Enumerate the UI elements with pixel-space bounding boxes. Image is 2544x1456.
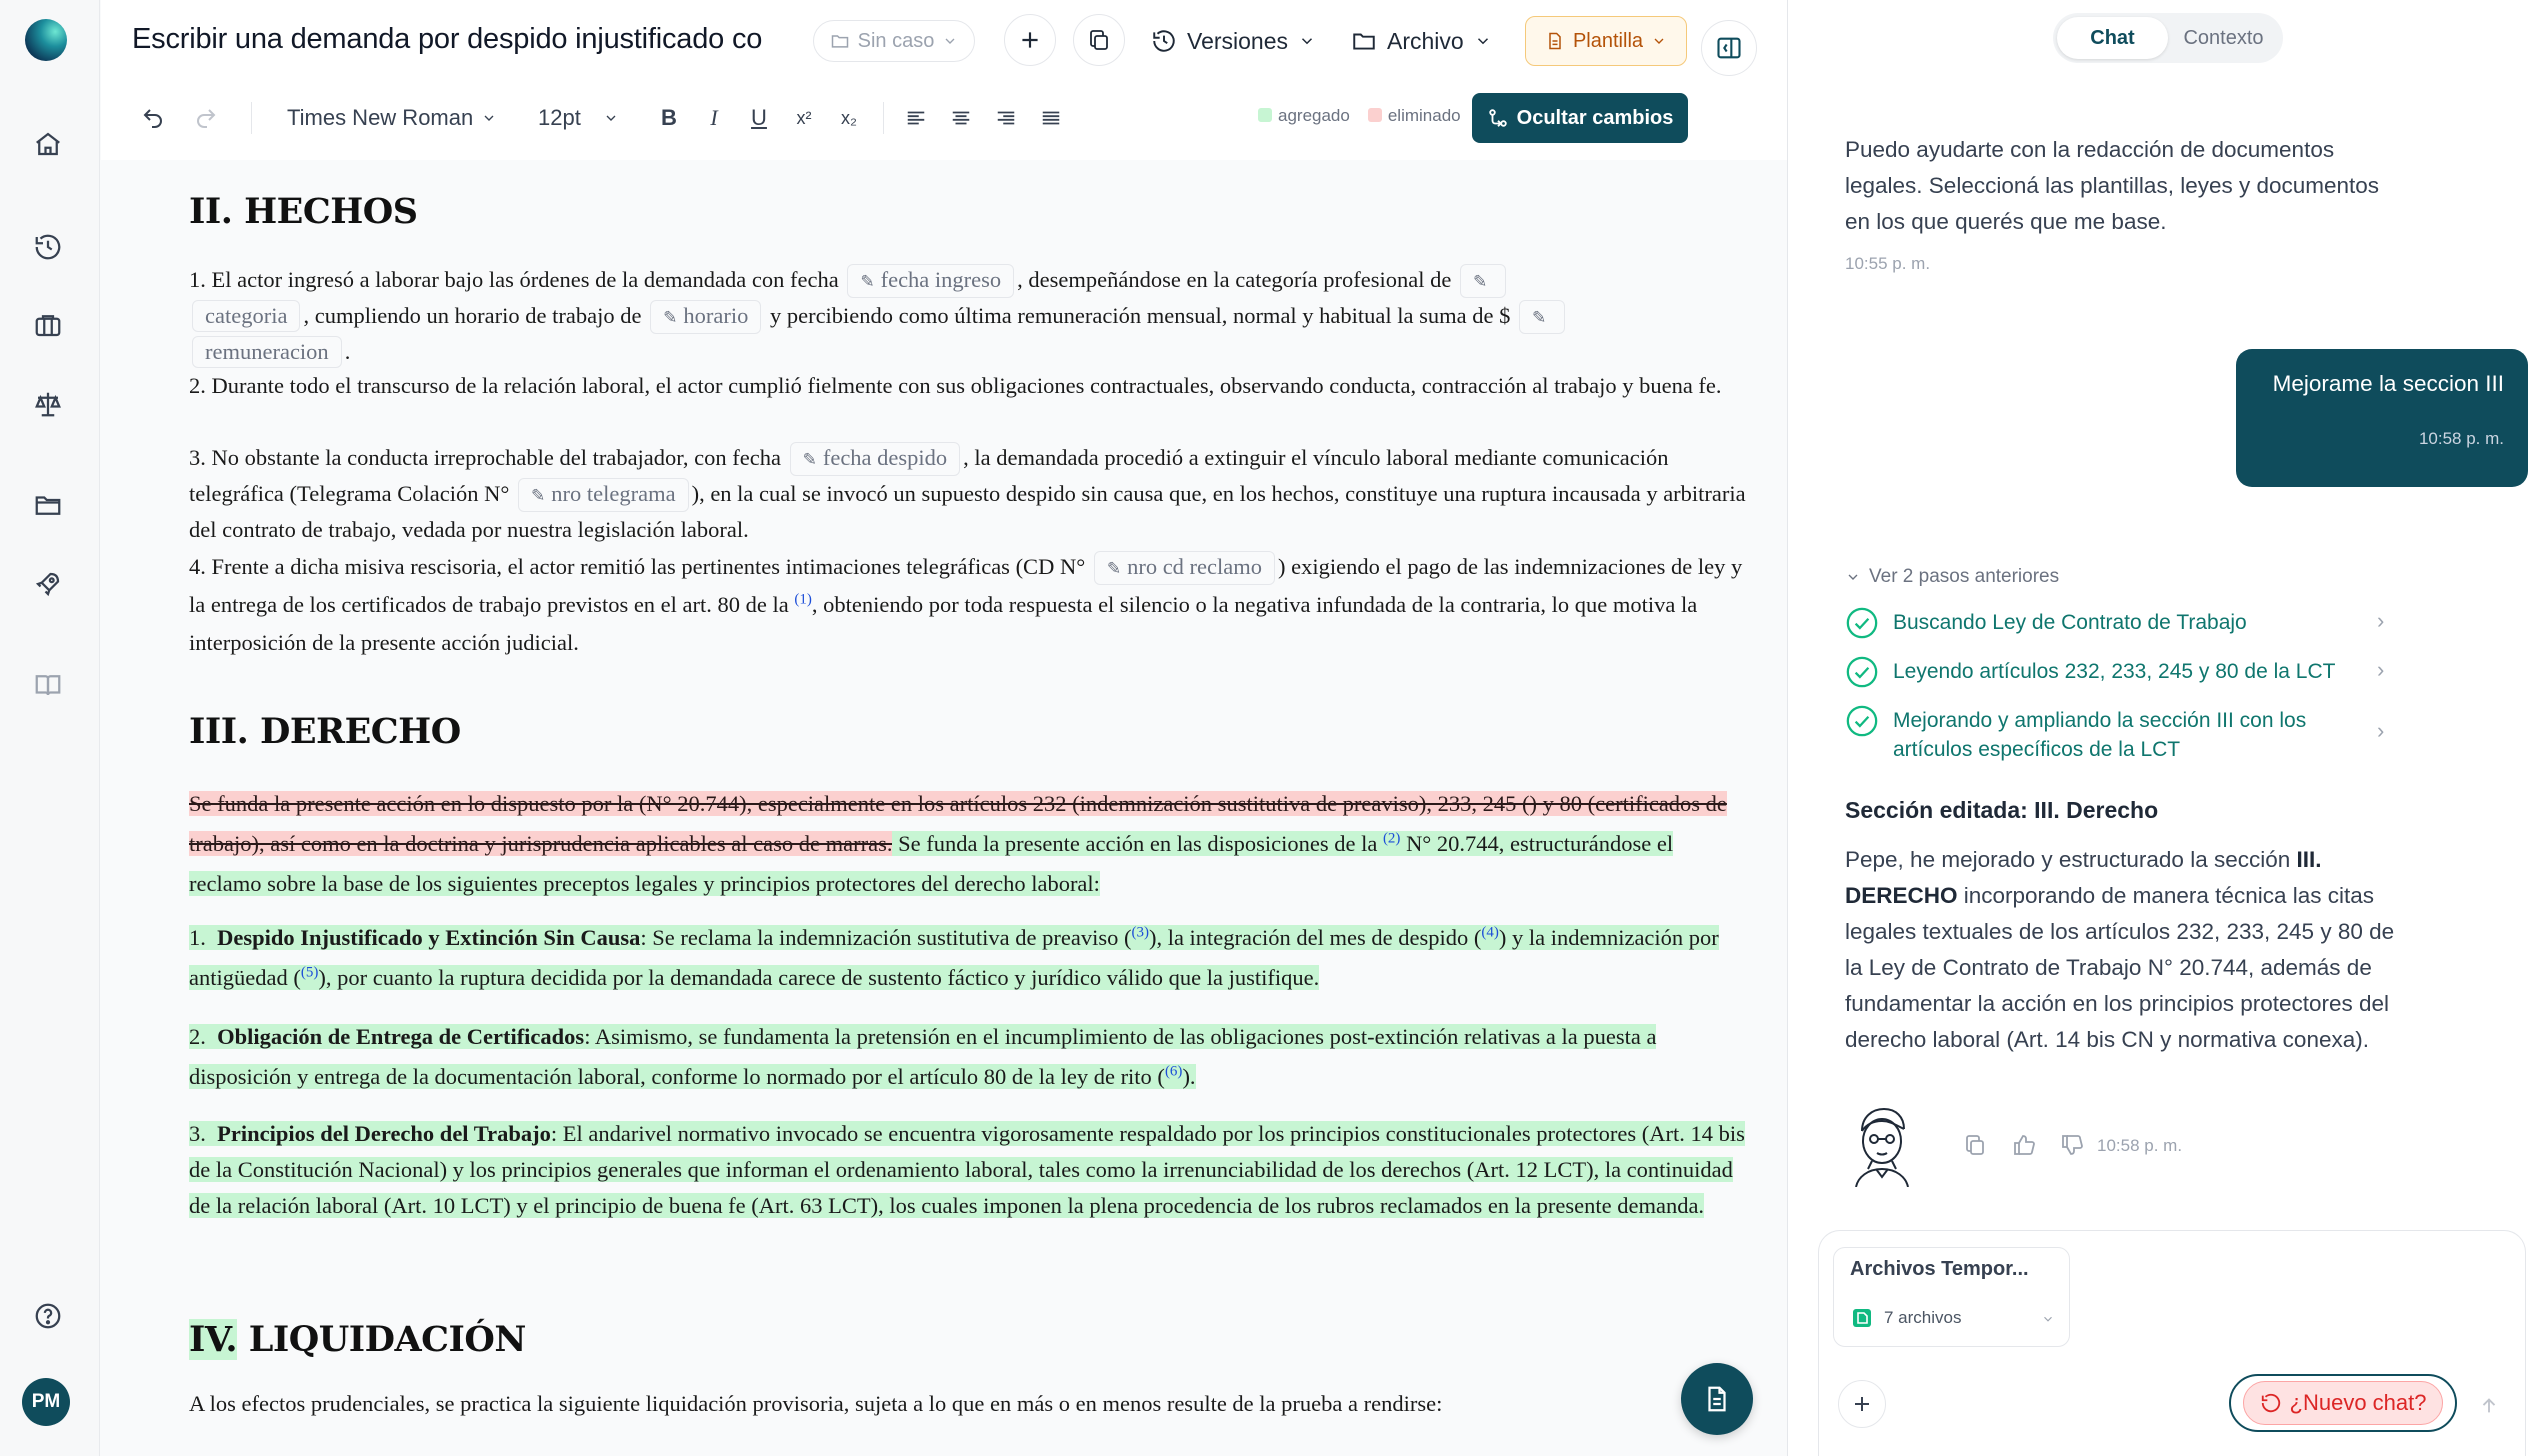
item-number: 3. — [189, 1121, 206, 1146]
text: ), en la cual se invocó un supuesto despido sin causa que, en los hechos, constituye una ruptura incausada y arbitraria del contrato de trabajo, vedada por nuestra legislación laboral. — [189, 481, 1746, 542]
copy-button[interactable] — [1073, 14, 1125, 66]
placeholder-nro-cd-reclamo[interactable] — [1094, 551, 1275, 585]
editor-header — [101, 0, 1787, 160]
copy-message-button[interactable] — [1963, 1133, 1987, 1157]
thumbs-down-button[interactable] — [2060, 1133, 2084, 1157]
align-center-icon — [950, 107, 972, 129]
chat-panel — [1787, 0, 2544, 1456]
send-button[interactable] — [2471, 1388, 2507, 1424]
step-label: Leyendo artículos 232, 233, 245 y 80 de la LCT — [1893, 660, 2336, 683]
removed-swatch — [1368, 108, 1382, 122]
footnote-ref[interactable]: (3) — [1131, 924, 1149, 941]
hide-changes-label: Ocultar cambios — [1516, 106, 1674, 129]
placeholder-remuneracion-edit[interactable] — [1519, 300, 1565, 334]
thumbs-down-icon — [2060, 1133, 2084, 1157]
sidebar-panel-icon — [1715, 34, 1743, 62]
align-justify-icon — [1040, 107, 1062, 129]
edit-icon: ✎ — [663, 308, 678, 327]
versions-label: Versiones — [1187, 27, 1289, 54]
attach-button[interactable] — [1838, 1380, 1886, 1428]
deleted-text: Se funda la presente acción en lo dispuesto por la (N° 20.744), especialmente en los artículos 232 (indemnización sustitutiva de preaviso), 233, 245 () y 80 (certificados de trabajo), así como en la doctrina y jurisprudencia aplicables al caso de marras. — [189, 791, 1727, 856]
copy-icon — [1087, 28, 1111, 52]
added-text — [189, 925, 1719, 990]
bold-button[interactable] — [654, 100, 684, 136]
document-outline-button[interactable] — [1681, 1363, 1753, 1435]
chevron-down-icon — [1845, 569, 1861, 585]
underline-button[interactable] — [744, 100, 774, 136]
text: : El andarivel normativo invocado se encuentra vigorosamente respaldado por los principios constitucionales protectores (Art. 14 bis de la Constitución Nacional) y los principios generales que informan el ordenamiento laboral, tales como la irrenunciabilidad de los derechos (Art. 12 LCT), la continuidad de la relación laboral (Art. 10 LCT) y el principio de buena fe (Art. 63 LCT), los cuales imponen la plena procedencia de los rubros reclamados en la presente demanda. — [189, 1121, 1745, 1218]
text: 1. El actor ingresó a laborar bajo las órdenes de la demandada con fecha — [189, 267, 839, 292]
history-icon[interactable] — [27, 226, 69, 268]
folder-icon — [830, 31, 850, 51]
edit-icon: ✎ — [1532, 308, 1547, 327]
align-justify-button[interactable] — [1036, 100, 1066, 136]
paragraph-derecho-item-2 — [189, 1017, 1749, 1097]
legend-added — [1258, 106, 1350, 126]
text: , obteniendo por toda respuesta el silencio o la negativa infundada de la contraria, lo que motiva la interposición de la presente acción judicial. — [189, 592, 1698, 655]
user-avatar[interactable]: PM — [22, 1378, 70, 1426]
paragraph-derecho-item-1 — [189, 918, 1749, 998]
add-button[interactable] — [1004, 14, 1056, 66]
text: ), la integración del mes de despido ( — [1148, 925, 1482, 950]
user-message-text: Mejorame la seccion III — [2272, 371, 2504, 396]
footnote-ref[interactable]: (1) — [794, 591, 812, 608]
chevron-down-icon — [1651, 33, 1667, 49]
text: . — [344, 339, 351, 364]
align-right-button[interactable] — [991, 100, 1021, 136]
files-count: 7 archivos — [1884, 1308, 1962, 1327]
footnote-ref[interactable]: (5) — [300, 964, 319, 981]
sidebar-rail — [0, 0, 100, 1456]
paragraph-derecho-intro — [189, 784, 1749, 904]
step-label: Buscando Ley de Contrato de Trabajo — [1893, 611, 2247, 634]
placeholder-label: remuneracion — [205, 339, 329, 364]
placeholder-label: categoria — [205, 303, 288, 328]
align-right-icon — [995, 107, 1017, 129]
text: , cumpliendo un horario de trabajo de — [303, 303, 642, 328]
align-left-button[interactable] — [901, 100, 931, 136]
paragraph-derecho-item-3 — [189, 1116, 1749, 1224]
template-label: Plantilla — [1572, 29, 1644, 52]
item-label: Despido Injustificado y Extinción Sin Causa — [217, 925, 641, 950]
font-family-select[interactable] — [287, 100, 497, 136]
footnote-ref[interactable]: (6) — [1164, 1063, 1183, 1080]
toggle-panel-button[interactable] — [1701, 20, 1757, 76]
arrow-up-icon — [2478, 1395, 2500, 1417]
placeholder-categoria-edit[interactable] — [1460, 264, 1506, 298]
rocket-icon[interactable] — [27, 563, 69, 605]
text: 4. Frente a dicha misiva rescisoria, el actor remitió las pertinentes intimaciones telegráficas (CD N° — [189, 554, 1086, 579]
redo-icon — [194, 106, 218, 130]
chat-tabs — [2053, 13, 2283, 63]
section-title-hechos: II. HECHOS — [189, 191, 418, 232]
copy-icon — [1963, 1133, 1987, 1157]
message-time: 10:58 p. m. — [2097, 1136, 2183, 1155]
edit-icon: ✎ — [802, 450, 817, 469]
folder-icon[interactable] — [27, 484, 69, 526]
placeholder-fecha-ingreso[interactable] — [847, 264, 1014, 298]
paragraph-hechos-4 — [189, 548, 1749, 662]
underline-icon: U — [751, 105, 767, 130]
assistant-intro-message: Puedo ayudarte con la redacción de documentos legales. Seleccioná las plantillas, leyes y documentos en los que querés que me base. — [1845, 137, 2380, 234]
toolbar-divider — [251, 102, 252, 134]
check-circle-icon — [1845, 606, 1879, 640]
bold-text: III. DERECHO — [1845, 847, 2322, 908]
added-swatch — [1258, 108, 1272, 122]
previous-steps-label: Ver 2 pasos anteriores — [1869, 566, 2060, 587]
added-text — [189, 1121, 1745, 1218]
chevron-right-icon: › — [2377, 718, 2385, 743]
file-label: Archivo — [1387, 27, 1464, 54]
added-text — [189, 1024, 1656, 1089]
previous-steps-toggle[interactable] — [1845, 566, 2059, 588]
legend-removed — [1368, 106, 1461, 126]
text: ) exigiendo el pago de las indemnizaciones de ley y la entrega de los certificados de trabajo previstos en el art. 80 de la — [189, 554, 1743, 617]
case-selector[interactable] — [813, 20, 975, 62]
chevron-down-icon — [603, 110, 619, 126]
text: Se funda la presente acción en las disposiciones de la — [898, 831, 1378, 856]
italic-button[interactable] — [699, 100, 729, 136]
message-time: 10:55 p. m. — [1845, 254, 1931, 273]
placeholder-horario[interactable] — [650, 300, 761, 334]
subscript-icon: x₂ — [841, 107, 857, 128]
chevron-down-icon — [1298, 32, 1316, 50]
plus-icon — [1017, 27, 1043, 53]
placeholder-nro-telegrama[interactable] — [518, 478, 689, 512]
briefcase-icon[interactable] — [27, 304, 69, 346]
align-center-button[interactable] — [946, 100, 976, 136]
new-chat-pill — [2243, 1381, 2444, 1425]
text: , desempeñándose en la categoría profesional de — [1017, 267, 1452, 292]
placeholder-label: nro cd reclamo — [1127, 554, 1263, 579]
versions-menu[interactable] — [1151, 22, 1316, 60]
tab-context[interactable]: Contexto — [2183, 26, 2264, 49]
help-icon[interactable] — [27, 1295, 69, 1337]
assistant-reply — [1845, 842, 2405, 1058]
step-item[interactable] — [1845, 704, 2375, 764]
thumbs-up-button[interactable] — [2012, 1133, 2036, 1157]
placeholder-fecha-despido[interactable] — [790, 442, 961, 476]
plus-icon — [1850, 1392, 1874, 1416]
message-time: 10:58 p. m. — [2418, 429, 2504, 448]
superscript-icon: x² — [796, 107, 812, 128]
changes-legend — [1258, 106, 1461, 126]
subscript-button[interactable] — [834, 100, 864, 136]
step-label: Mejorando y ampliando la sección III con los artículos específicos de la LCT — [1893, 709, 2307, 761]
app-logo[interactable] — [25, 19, 67, 61]
align-left-icon — [905, 107, 927, 129]
document-icon — [1702, 1384, 1732, 1414]
check-circle-icon — [1845, 655, 1879, 689]
refresh-icon — [2260, 1392, 2282, 1414]
text: : Asimismo, se fundamenta la pretensión en el incumplimiento de las obligaciones post-extinción relativas a la puesta a disposición y entrega de la documentación laboral, conforme lo normado por el artículo 80 de la ley de rito ( — [189, 1024, 1657, 1089]
text: y percibiendo como última remuneración mensual, normal y habitual la suma de $ — [769, 303, 1511, 328]
placeholder-remuneracion[interactable] — [192, 336, 342, 368]
case-label: Sin caso — [857, 29, 935, 52]
files-title: Archivos Tempor... — [1850, 1258, 2029, 1280]
font-size-value: 12pt — [538, 105, 581, 130]
placeholder-label: fecha despido — [822, 445, 948, 470]
font-family-value: Times New Roman — [287, 105, 474, 130]
undo-icon — [141, 106, 165, 130]
item-label: Principios del Derecho del Trabajo — [217, 1121, 551, 1146]
check-circle-icon — [1845, 704, 1879, 738]
item-label: Obligación de Entrega de Certificados — [217, 1024, 585, 1049]
text: Pepe, he mejorado y estructurado la sección — [1845, 847, 2297, 872]
hide-changes-button[interactable] — [1472, 93, 1688, 143]
chevron-down-icon — [2041, 1312, 2055, 1326]
chevron-down-icon — [481, 110, 497, 126]
file-menu[interactable] — [1351, 22, 1492, 60]
placeholder-label: horario — [683, 303, 749, 328]
document-title[interactable]: Escribir una demanda por despido injustificado co — [132, 23, 763, 55]
bold-icon: B — [661, 105, 677, 130]
temporary-files-card[interactable] — [1833, 1247, 2070, 1347]
home-icon[interactable] — [27, 123, 69, 165]
thumbs-up-icon — [2012, 1133, 2036, 1157]
placeholder-label: fecha ingreso — [880, 267, 1002, 292]
edit-icon: ✎ — [1473, 272, 1488, 291]
undo-button[interactable] — [135, 100, 171, 136]
text: : Se reclama la indemnización sustitutiva de preaviso ( — [640, 925, 1132, 950]
user-message — [2236, 349, 2528, 487]
folder-icon — [1351, 28, 1377, 54]
edited-section-heading: Sección editada: III. Derecho — [1845, 797, 2159, 823]
step-item[interactable] — [1845, 655, 2335, 689]
document-icon — [1545, 31, 1565, 51]
text: ), por cuanto la ruptura decidida por la demandada carece de sustento fáctico y jurídico válido que la justifique. — [318, 965, 1320, 990]
footnote-ref[interactable]: (2) — [1382, 830, 1401, 847]
item-number: 2. — [189, 1024, 206, 1049]
history-icon — [1151, 28, 1177, 54]
step-item[interactable] — [1845, 606, 2247, 640]
edit-icon: ✎ — [531, 486, 546, 505]
editor-area — [101, 0, 1787, 1456]
item-number: 1. — [189, 925, 206, 950]
placeholder-label: nro telegrama — [551, 481, 676, 506]
text: incorporando de manera técnica las citas legales textuales de los artículos 232, 233, 245 y 80 de la Ley de Contrato de Trabajo N° 20.744, además de fundamentar la acción en los principios protectores del derecho laboral (Art. 14 bis CN y normativa conexa). — [1845, 883, 2395, 1052]
toolbar-divider — [883, 102, 884, 134]
placeholder-categoria[interactable] — [192, 300, 300, 332]
legend-added-label: agregado — [1278, 106, 1350, 125]
chevron-down-icon — [1474, 32, 1492, 50]
file-icon — [1850, 1306, 1874, 1330]
text: ) y la indemnización por antigüedad ( — [189, 925, 1719, 990]
book-icon[interactable] — [27, 664, 69, 706]
text: N° 20.744, estructurándose el reclamo sobre la base de los siguientes preceptos legales y principios protectores del derecho laboral: — [189, 831, 1674, 896]
legend-removed-label: eliminado — [1387, 106, 1461, 125]
chevron-right-icon: › — [2377, 608, 2385, 633]
paragraph-hechos-2: 2. Durante todo el transcurso de la relación laboral, el actor cumplió fielmente con sus obligaciones contractuales, observando conducta, contracción al trabajo y buena fe. — [189, 373, 1722, 398]
edit-icon: ✎ — [1106, 559, 1122, 578]
font-size-select[interactable] — [538, 100, 619, 136]
section-name: LIQUIDACIÓN — [248, 1319, 526, 1360]
scales-icon[interactable] — [27, 383, 69, 425]
new-chat-label: ¿Nuevo chat? — [2289, 1390, 2427, 1415]
edit-icon: ✎ — [860, 272, 875, 291]
section-title-liquidacion — [189, 1319, 526, 1360]
section-number: IV. — [189, 1319, 238, 1360]
assistant-avatar — [1846, 1103, 1918, 1187]
template-button[interactable] — [1525, 16, 1687, 66]
footnote-ref[interactable]: (4) — [1481, 924, 1499, 941]
text: ). — [1182, 1064, 1196, 1089]
paragraph-liquidacion-intro: A los efectos prudenciales, se practica la siguiente liquidación provisoria, sujeta a lo que en más o en menos resulte de la prueba a rendirse: — [189, 1391, 1443, 1416]
new-chat-button[interactable] — [2229, 1374, 2457, 1432]
tab-chat[interactable]: Chat — [2057, 17, 2168, 59]
section-title-derecho: III. DERECHO — [189, 711, 461, 752]
superscript-button[interactable] — [789, 100, 819, 136]
text: , la demandada procedió a extinguir el vínculo laboral mediante comunicación telegráfica (Telegrama Colación N° — [189, 445, 1669, 506]
redo-button[interactable] — [188, 100, 224, 136]
chevron-right-icon: › — [2377, 657, 2385, 682]
chevron-down-icon — [942, 33, 958, 49]
italic-icon: I — [710, 105, 718, 130]
text: 3. No obstante la conducta irreprochable del trabajador, con fecha — [189, 445, 781, 470]
files-selector[interactable] — [1850, 1306, 1961, 1330]
track-changes-icon — [1487, 107, 1509, 129]
paragraph-hechos-1 — [189, 262, 1789, 370]
paragraph-hechos-3 — [189, 440, 1759, 548]
